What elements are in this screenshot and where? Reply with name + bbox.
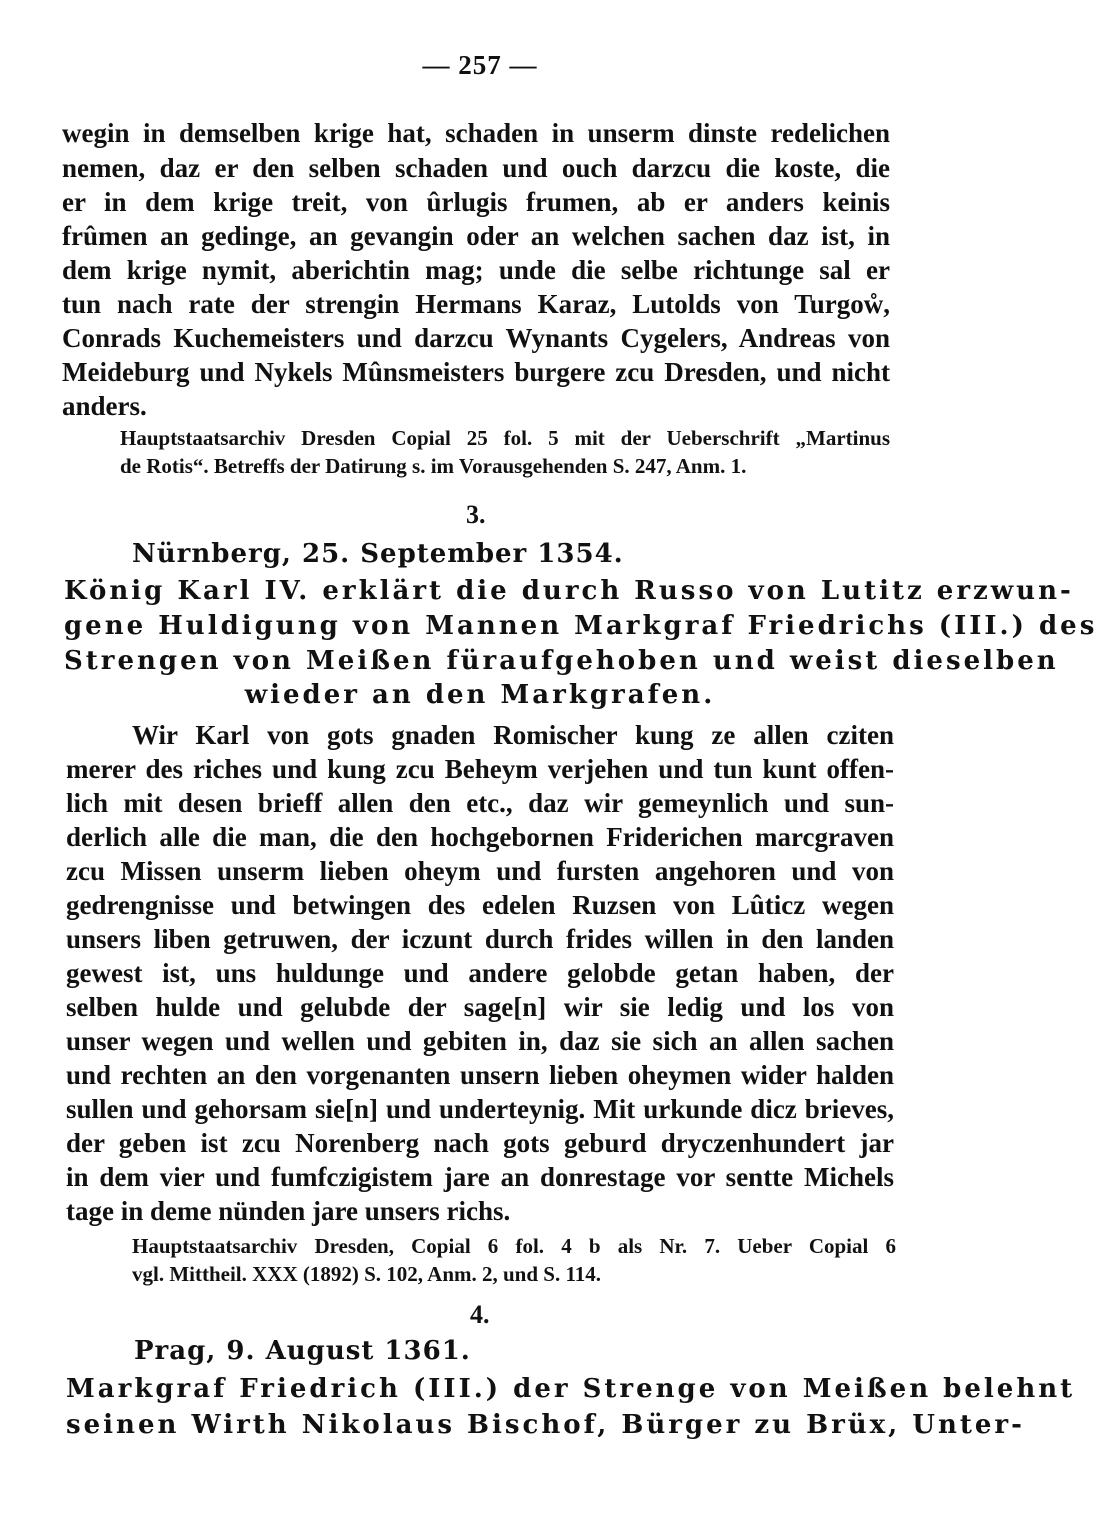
summary-line: gene Huldigung von Mannen Markgraf Friedrichs (III.) des bbox=[64, 611, 1097, 641]
place-date: Prag, 9. August 1361. bbox=[134, 1336, 471, 1366]
body-line: wegin in demselben krige hat, schaden in unserm dinste redelichen bbox=[62, 118, 890, 148]
body-line: in dem vier und fumfczigistem jare an donrestage vor sentte Michels bbox=[66, 1162, 894, 1192]
source-note: de Rotis“. Betreffs der Datirung s. im Vorausgehenden S. 247, Anm. 1. bbox=[120, 454, 747, 478]
body-line: lich mit desen brieff allen den etc., daz wir gemeynlich und sun- bbox=[66, 788, 894, 818]
summary-line: König Karl IV. erklärt die durch Russo von Lutitz erzwun- bbox=[64, 576, 1074, 606]
body-line: merer des riches und kung zcu Beheym verjehen und tun kunt offen- bbox=[66, 754, 894, 784]
body-line: tun nach rate der strengin Hermans Karaz, Lutolds von Turgoẘ, bbox=[62, 289, 890, 319]
body-line: der geben ist zcu Norenberg nach gots geburd dryczenhundert jar bbox=[66, 1128, 894, 1158]
body-line: anders. bbox=[62, 391, 147, 421]
place-date: Nürnberg, 25. September 1354. bbox=[132, 539, 624, 569]
body-line: dem krige nymit, aberichtin mag; unde die selbe richtunge sal er bbox=[62, 255, 890, 285]
page-number: — 257 — bbox=[422, 50, 538, 80]
source-note: Hauptstaatsarchiv Dresden Copial 25 fol. 5 mit der Ueberschrift „Martinus bbox=[120, 426, 890, 450]
body-line: gedrengnisse und betwingen des edelen Ruzsen von Lûticz wegen bbox=[66, 890, 894, 920]
body-line: tage in deme nünden jare unsers richs. bbox=[66, 1196, 511, 1226]
summary-line: seinen Wirth Nikolaus Bischof, Bürger zu Brüx, Unter- bbox=[66, 1410, 1025, 1440]
body-line: gewest ist, uns huldunge und andere gelobde getan haben, der bbox=[66, 958, 894, 988]
body-line: Conrads Kuchemeisters und darzcu Wynants Cygelers, Andreas von bbox=[62, 323, 890, 353]
body-line: frûmen an gedinge, an gevangin oder an welchen sachen daz ist, in bbox=[62, 221, 890, 251]
body-line: derlich alle die man, die den hochgebornen Friderichen marcgraven bbox=[66, 822, 894, 852]
source-note: vgl. Mittheil. XXX (1892) S. 102, Anm. 2, und S. 114. bbox=[132, 1262, 602, 1286]
source-note: Hauptstaatsarchiv Dresden, Copial 6 fol. 4 b als Nr. 7. Ueber Copial 6 bbox=[132, 1234, 896, 1258]
body-line: Wir Karl von gots gnaden Romischer kung ze allen cziten bbox=[132, 720, 894, 750]
summary-line: wieder an den Markgrafen. bbox=[244, 680, 716, 710]
body-line: und rechten an den vorgenanten unsern lieben oheymen wider halden bbox=[66, 1060, 894, 1090]
body-line: unsers liben getruwen, der iczunt durch frides willen in den landen bbox=[66, 924, 894, 954]
body-line: sullen und gehorsam sie[n] und underteynig. Mit urkunde dicz brieves, bbox=[66, 1094, 894, 1124]
document-number: 3. bbox=[466, 500, 486, 529]
summary-line: Strengen von Meißen füraufgehoben und weist dieselben bbox=[64, 646, 1059, 676]
summary-line: Markgraf Friedrich (III.) der Strenge von Meißen belehnt bbox=[66, 1374, 1076, 1404]
body-line: Meideburg und Nykels Mûnsmeisters burgere zcu Dresden, und nicht bbox=[62, 357, 890, 387]
body-line: unser wegen und wellen und gebiten in, daz sie sich an allen sachen bbox=[66, 1026, 894, 1056]
body-line: nemen, daz er den selben schaden und ouch darzcu die koste, die bbox=[62, 153, 890, 183]
document-number: 4. bbox=[470, 1300, 490, 1329]
body-line: selben hulde und gelubde der sage[n] wir sie ledig und los von bbox=[66, 992, 894, 1022]
body-line: er in dem krige treit, von ûrlugis frumen, ab er anders keinis bbox=[62, 187, 890, 217]
body-line: zcu Missen unserm lieben oheym und fursten angehoren und von bbox=[66, 856, 894, 886]
